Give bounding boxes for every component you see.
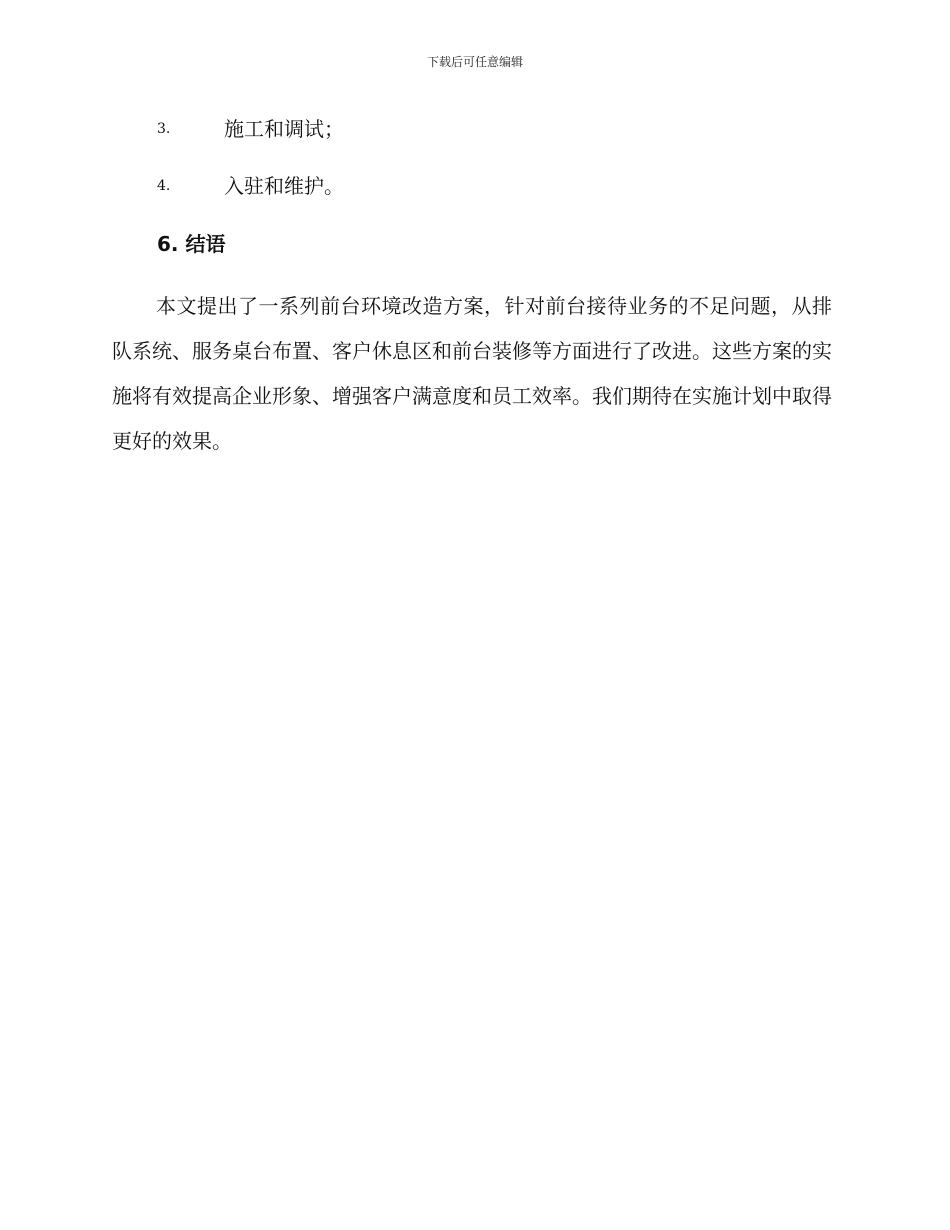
list-item-4 [157, 171, 344, 201]
list-item-3 [157, 114, 344, 144]
page-header: 下载后可任意编辑 [426, 55, 523, 69]
list-number: 3. [157, 121, 171, 137]
list-number: 4. [157, 178, 171, 194]
list-text: 入驻和维护。 [224, 174, 344, 198]
list-text: 施工和调试； [224, 117, 344, 141]
section-heading: 6. 结语 [157, 232, 226, 256]
conclusion-paragraph: 本文提出了一系列前台环境改造方案，针对前台接待业务的不足问题，从排队系统、服务桌台布置、客户休息区和前台装修等方面进行了改进。这些方案的实施将有效提高企业形象、增强客户满意度和员工效率。我们期待在实施计划中取得更好的效果。 [112, 294, 832, 453]
